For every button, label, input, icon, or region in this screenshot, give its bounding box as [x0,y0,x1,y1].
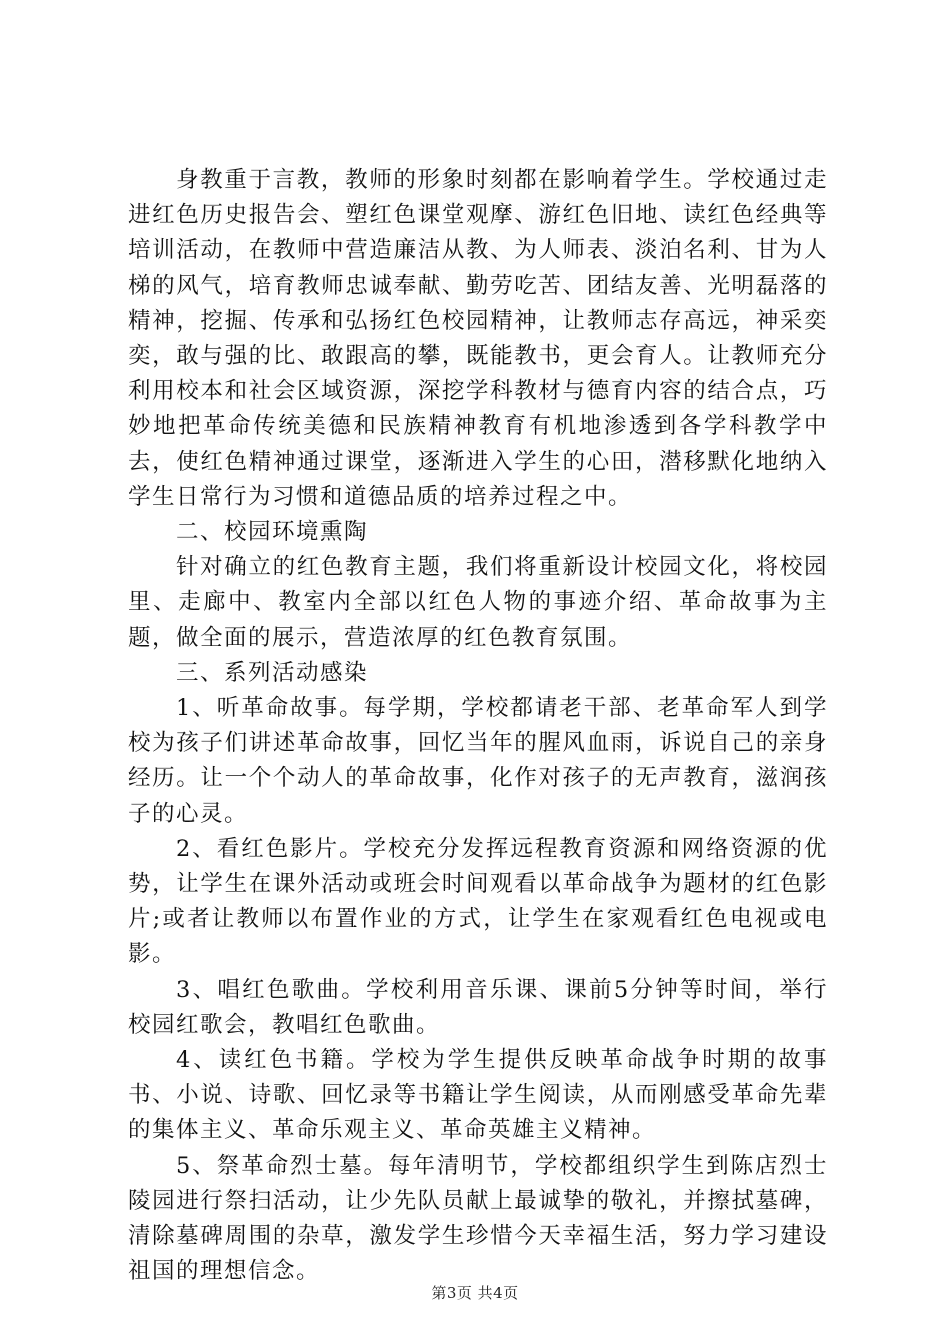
paragraph-tomb-sweeping: 5、祭革命烈士墓。每年清明节，学校都组织学生到陈店烈士陵园进行祭扫活动，让少先队员献上最诚挚的敬礼，并擦拭墓碑，清除墓碑周围的杂草，激发学生珍惜今天幸福生活，努力学习建设祖国的理想信念。 [128,1152,828,1285]
paragraph-sing-songs: 3、唱红色歌曲。学校利用音乐课、课前5分钟等时间，举行校园红歌会，教唱红色歌曲。 [128,976,828,1038]
document-body [128,163,828,1290]
paragraph-teacher-role: 身教重于言教，教师的形象时刻都在影响着学生。学校通过走进红色历史报告会、塑红色课堂观摩、游红色旧地、读红色经典等培训活动，在教师中营造廉洁从教、为人师表、淡泊名利、甘为人梯的风气，培育教师忠诚奉献、勤劳吃苦、团结友善、光明磊落的精神，挖掘、传承和弘扬红色校园精神，让教师志存高远，神采奕奕，敢与强的比、敢跟高的攀，既能教书，更会育人。让教师充分利用校本和社会区域资源，深挖学科教材与德育内容的结合点，巧妙地把革命传统美德和民族精神教育有机地渗透到各学科教学中去，使红色精神通过课堂，逐渐进入学生的心田，潜移默化地纳入学生日常行为习惯和道德品质的培养过程之中。 [128,167,828,510]
section-heading-activities: 三、系列活动感染 [176,659,369,686]
section-heading-campus-environment: 二、校园环境熏陶 [176,519,369,546]
paragraph-listen-stories: 1、听革命故事。每学期，学校都请老干部、老革命军人到学校为孩子们讲述革命故事，回忆当年的腥风血雨，诉说自己的亲身经历。让一个个动人的革命故事，化作对孩子的无声教育，滋润孩子的心灵。 [128,695,828,827]
paragraph-campus-culture: 针对确立的红色教育主题，我们将重新设计校园文化，将校园里、走廊中、教室内全部以红色人物的事迹介绍、革命故事为主题，做全面的展示，营造浓厚的红色教育氛围。 [128,554,828,651]
paragraph-watch-films: 2、看红色影片。学校充分发挥远程教育资源和网络资源的优势，让学生在课外活动或班会时间观看以革命战争为题材的红色影片;或者让教师以布置作业的方式，让学生在家观看红色电视或电影。 [128,835,828,968]
paragraph-read-books: 4、读红色书籍。学校为学生提供反映革命战争时期的故事书、小说、诗歌、回忆录等书籍让学生阅读，从而刚感受革命先辈的集体主义、革命乐观主义、革命英雄主义精神。 [128,1047,828,1144]
page-number-footer: 第3页 共4页 [431,1284,519,1302]
